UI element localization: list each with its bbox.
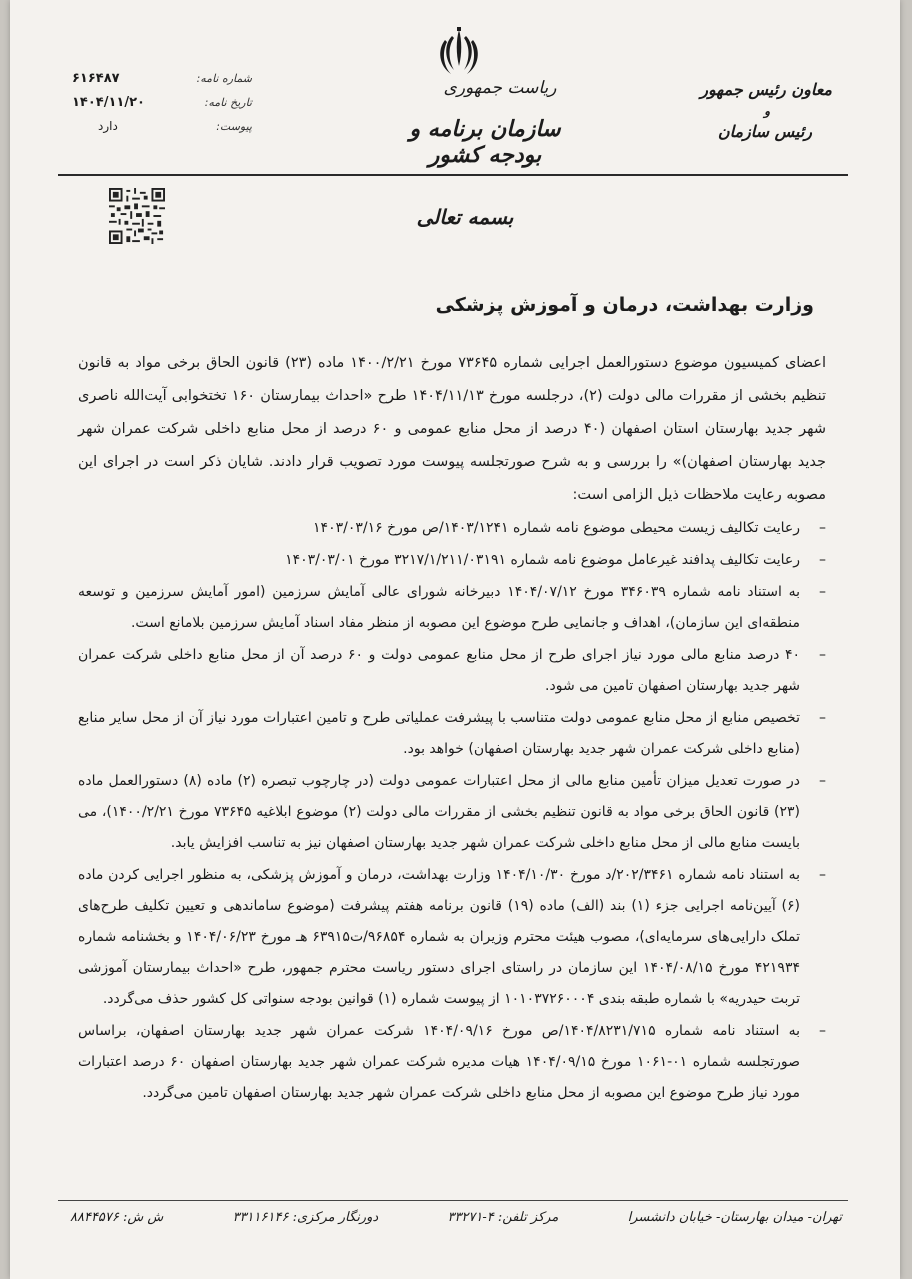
footer-fax: دورنگار مرکزی: ۳۳۱۱۶۱۴۶ [232,1210,379,1225]
list-dash: – [819,584,826,600]
footer-address: تهران- میدان بهارستان- خیابان دانشسرا [627,1210,842,1225]
presidency-title: ریاست جمهوری [443,78,557,98]
condition-item [78,577,826,639]
condition-text: در صورت تعدیل میزان تأمین منابع مالی از محل اعتبارات عمومی دولت (در چارچوب تبصره (۲) ماده (۸) دستورالعمل ماده (۲۳) قانون الحاق برخی مواد به قانون تنظیم بخشی از مقررات مالی دولت (۲) موضوع ابلاغیه ۷۳۶۴۵ مورخ ۱۴۰۰/۲/۲۱)، می بایست منابع مالی از محل منابع داخلی شرکت عمران شهر جدید بهارستان اصفهان نیز به تناسب افزایش یابد. [78,773,800,851]
condition-text: ۴۰ درصد منابع مالی مورد نیاز اجرای طرح از محل منابع عمومی دولت و ۶۰ درصد آن از محل منابع داخلی شرکت عمران شهر جدید بهارستان اصفهان تامین می شود. [78,647,800,694]
condition-text: رعایت تکالیف پدافند غیرعامل موضوع نامه شماره ۳۲۱۷/۱/۲۱۱/۰۳۱۹۱ مورخ ۱۴۰۳/۰۳/۰۱ [285,552,800,568]
sender-line-1: معاون رئیس جمهور [700,80,832,99]
letter-number: ۶۱۶۴۸۷ [72,70,120,86]
footer-ps: ش ش: ۸۸۴۴۵۷۶ [70,1210,164,1225]
footer-phone: مرکز تلفن: ۴-۳۳۲۷۱ [447,1210,559,1225]
sender-title [672,76,832,146]
attachment-row [72,114,252,138]
condition-text: به استناد نامه شماره ۱۴۰۴/۸۲۳۱/۷۱۵/ص مورخ ۱۴۰۴/۰۹/۱۶ شرکت عمران شهر جدید بهارستان اصفهان، براساس صورتجلسه شماره ۰۱-۱۰۶۱ مورخ ۱۴۰۴/۰۹/۱۵ هیات مدیره شرکت عمران شهر جدید بهارستان اصفهان ۶۰ درصد اعتبارات مورد نیاز طرح موضوع این مصوبه از محل منابع داخلی شرکت عمران شهر جدید بهارستان اصفهان تامین می‌گردد. [78,1023,801,1101]
footer [70,1210,842,1225]
condition-item [78,545,826,576]
letter-date-row [72,90,252,114]
list-dash: – [819,710,826,726]
attachment-value: دارد [98,119,118,133]
conditions-list [78,513,826,1110]
attachment-label: پیوست: [216,119,252,133]
footer-divider [58,1200,848,1201]
list-dash: – [819,552,826,568]
header-divider [58,174,848,176]
condition-item [78,513,826,544]
list-dash: – [819,1023,826,1039]
list-dash: – [819,867,826,883]
letter-number-label: شماره نامه: [196,71,252,85]
sender-line-3: رئیس سازمان [717,122,812,141]
letter-meta [72,66,252,138]
condition-item [78,1016,826,1109]
qr-code-icon [108,188,166,244]
condition-item [78,860,826,1015]
condition-item [78,766,826,859]
condition-text: به استناد نامه شماره ۲۰۲/۳۴۶۱/د مورخ ۱۴۰۴/۱۰/۳۰ وزارت بهداشت، درمان و آموزش پزشکی، به منظور اجرایی کردن ماده (۶) آیین‌نامه اجرایی جزء (۱) بند (الف) ماده (۱۹) قانون برنامه هفتم پیشرفت (موضوع ساماندهی و تعیین تکلیف طرح‌های تملک دارایی‌های سرمایه‌ای)، مصوب هیئت محترم وزیران به شماره ۹۶۸۵۴/ت۶۳۹۱۵ هـ مورخ ۱۴۰۴/۰۶/۲۳ و بخشنامه شماره ۴۲۱۹۳۴ مورخ ۱۴۰۴/۰۸/۱۵ این سازمان در راستای اجرای دستور ریاست محترم جمهور، طرح «احداث بیمارستان آموزشی تربت حیدریه» با شماره طبقه بندی ۱۰۱۰۳۷۲۶۰۰۰۴ از پیوست شماره (۱) قوانین بودجه سنواتی کل کشور حذف می‌گردد. [78,867,801,1007]
condition-text: تخصیص منابع از محل منابع عمومی دولت متناسب با پیشرفت عملیاتی طرح و تامین اعتبارات مورد نیاز آن از محل سایر منابع (منابع داخلی شرکت عمران شهر جدید بهارستان اصفهان) خواهد بود. [78,710,800,757]
letter-date: ۱۴۰۴/۱۱/۲۰ [72,94,145,110]
condition-item [78,640,826,702]
sender-line-2: و [764,104,770,118]
organization-title: سازمان برنامه و بودجه کشور [409,116,561,168]
bismillah: بسمه تعالی [416,205,514,229]
letter-page [10,0,900,1279]
list-dash: – [819,520,826,536]
condition-text: رعایت تکالیف زیست محیطی موضوع نامه شماره ۱۴۰۳/۱۲۴۱/ص مورخ ۱۴۰۳/۰۳/۱۶ [313,520,800,536]
condition-text: به استناد نامه شماره ۳۴۶۰۳۹ مورخ ۱۴۰۴/۰۷/۱۲ دبیرخانه شورای عالی آمایش سرزمین (امور آمایش سرزمین و توسعه منطقه‌ای این سازمان)، اهداف و جانمایی طرح موضوع این مصوبه از منظر مفاد اسناد آمایش سرزمین بلامانع است. [78,584,801,631]
iran-emblem-icon [434,26,484,84]
recipient: وزارت بهداشت، درمان و آموزش پزشکی [435,294,814,316]
condition-item [78,703,826,765]
list-dash: – [819,773,826,789]
letter-number-row [72,66,252,90]
intro-paragraph: اعضای کمیسیون موضوع دستورالعمل اجرایی شماره ۷۳۶۴۵ مورخ ۱۴۰۰/۲/۲۱ ماده (۲۳) قانون الحاق برخی مواد به قانون تنظیم بخشی از مقررات مالی دولت (۲)، درجلسه مورخ ۱۴۰۴/۱۱/۱۳ طرح «احداث بیمارستان ۱۶۰ تختخوابی آیت‌الله ناصری شهر جدید بهارستان استان اصفهان (۴۰ درصد از محل منابع عمومی و ۶۰ درصد از محل منابع داخلی شرکت عمران شهر جدید بهارستان اصفهان)» را بررسی و به شرح صورتجلسه پیوست مورد تصویب قرار دادند. شایان ذکر است در اجرای این مصوبه رعایت ملاحظات ذیل الزامی است: [78,355,826,503]
letter-date-label: تاریخ نامه: [204,95,252,109]
list-dash: – [819,647,826,663]
